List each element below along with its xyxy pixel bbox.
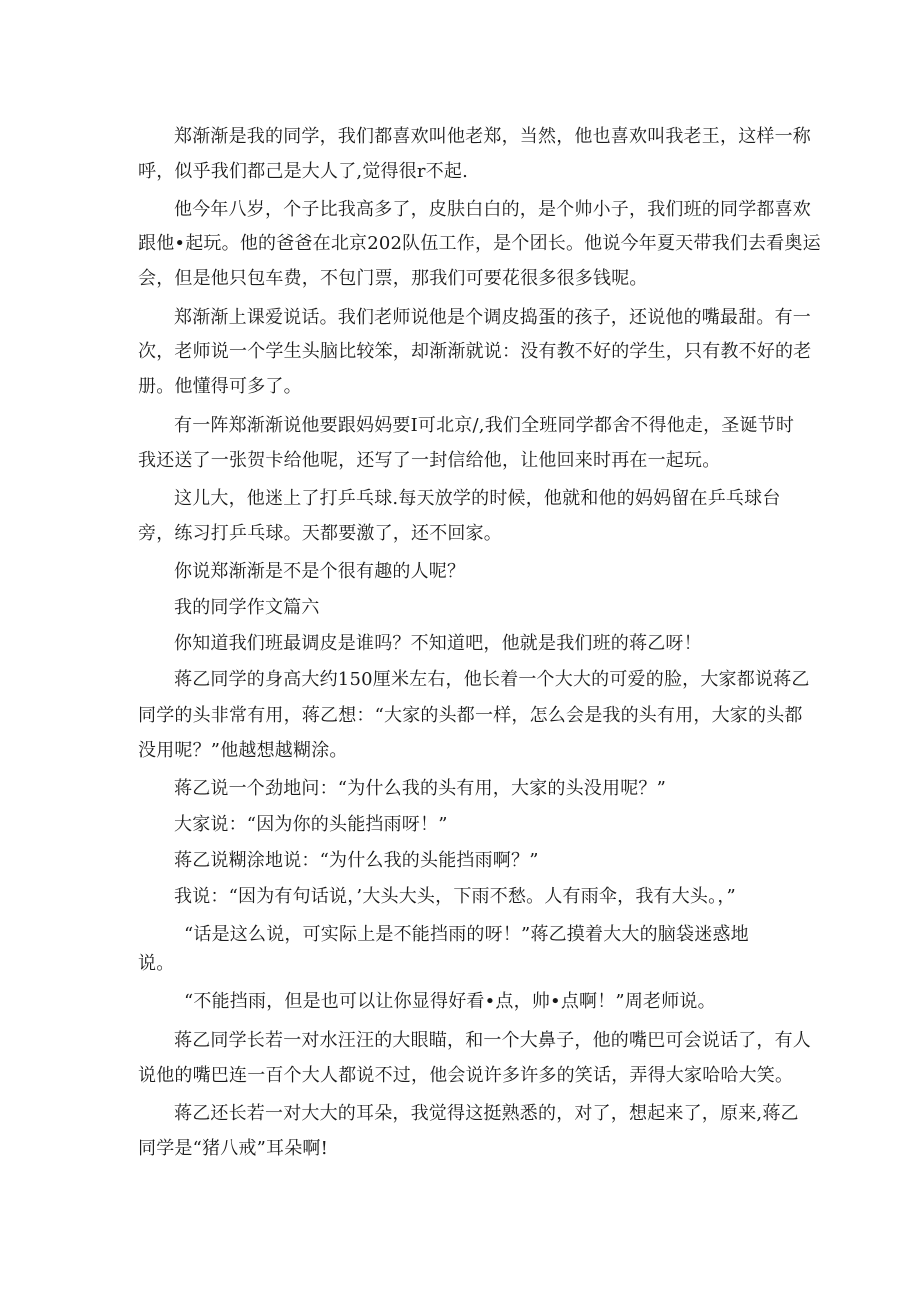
text-line: 蒋乙同学长若一对水汪汪的大眼瞄，和一个大鼻子，他的嘴巴可会说话了，有人 [174,1030,811,1051]
text-line: 郑渐渐上课爱说话。我们老师说他是个调皮捣蛋的孩子，还说他的嘴最甜。有一 [174,307,811,328]
text-line: 郑渐渐是我的同学，我们都喜欢叫他老郑，当然，他也喜欢叫我老王，这样一称 [174,126,811,147]
text-line: 你知道我们班最调皮是谁吗？不知道吧，他就是我们班的蒋乙呀！ [174,633,702,654]
text-line: 说他的嘴巴连一百个大人都说不过，他会说许多许多的笑话，弄得大家哈哈大笑。 [138,1065,794,1086]
text-line: 蒋乙还长若一对大大的耳朵，我觉得这挺熟悉的，对了，想起来了，原来,蒋乙 [174,1103,799,1124]
text-line: 旁，练习打乒乓球。天都要激了，还不回家。 [138,523,502,544]
text-line: 我还送了一张贺卡给他呢，还写了一封信给他，让他回来时再在一起玩。 [138,450,721,471]
text-line: 跟他•起玩。他的爸爸在北京202队伍工作，是个团长。他说今年夏天带我们去看奥运 [138,233,821,254]
text-line: 同学的头非常有用，蒋乙想：“大家的头都一样，怎么会是我的头有用，大家的头都 [138,705,803,726]
text-line: 你说郑渐渐是不是个很有趣的人呢？ [174,561,466,582]
text-line: 同学是“猪八戒”耳朵啊! [138,1138,329,1159]
text-line: 这儿大，他迷上了打乒乓球.每天放学的时候，他就和他的妈妈留在乒乓球台 [174,488,781,509]
text-line: 呼，似乎我们都己是大人了,觉得很r不起. [138,161,469,182]
text-line: 大家说：“因为你的头能挡雨呀！” [174,814,448,835]
text-line: 没用呢？”他越想越糊涂。 [138,740,348,761]
text-line: 会，但是他只包车费，不包门票，那我们可要花很多很多钱呢。 [138,268,648,289]
text-line: 次，老师说一个学生头脑比较笨，却渐渐就说：没有教不好的学生，只有教不好的老 [138,341,812,362]
text-line: 册。他懂得可多了。 [138,376,302,397]
section-heading: 我的同学作文篇六 [174,597,320,618]
text-line: 蒋乙说糊涂地说：“为什么我的头能挡雨啊？” [174,850,539,871]
text-line: 蒋乙同学的身高大约150厘米左右，他长着一个大大的可爱的脸，大家都说蒋乙 [174,669,810,690]
text-line: 他今年八岁，个子比我高多了，皮肤白白的，是个帅小子，我们班的同学都喜欢 [174,199,811,220]
text-line: 蒋乙说一个劲地问：“为什么我的头有用，大家的头没用呢？” [174,778,667,799]
text-line: 有一阵郑渐渐说他要跟妈妈要I可北京/,我们全班同学都舍不得他走，圣诞节时 [174,415,795,436]
text-line: “不能挡雨，但是也可以让你显得好看•点，帅•点啊！”周老师说。 [184,991,716,1012]
text-line: 说。 [138,953,175,974]
text-line: “话是这么说，可实际上是不能挡雨的呀！”蒋乙摸着大大的脑袋迷惑地 [184,924,749,945]
text-line: 我说：“因为有句话说，’大头大头，下雨不愁。人有雨伞，我有大头。，” [174,886,736,907]
